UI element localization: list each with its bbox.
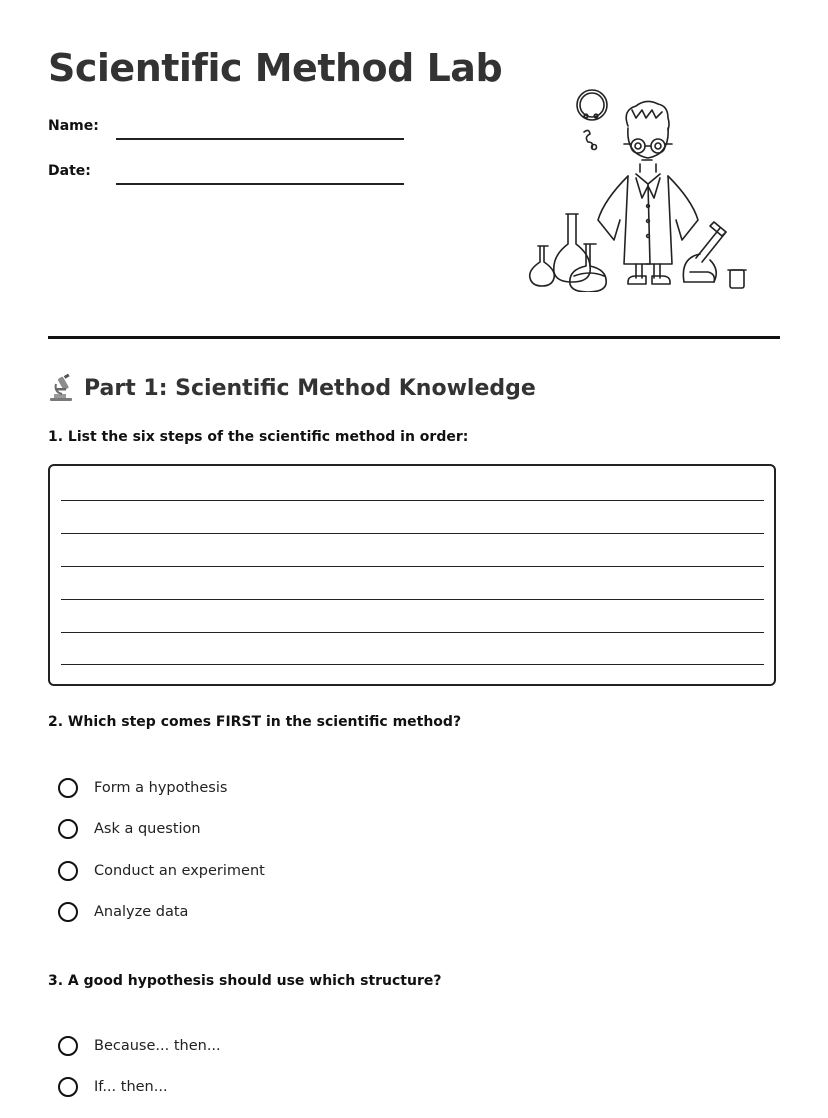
answer-line[interactable] <box>61 566 764 567</box>
radio-button[interactable] <box>58 861 78 881</box>
question-1-answer-box[interactable] <box>48 464 776 686</box>
option-label: Because... then... <box>94 1038 221 1054</box>
q2-option-ask-question[interactable] <box>58 819 201 839</box>
q2-option-form-hypothesis[interactable] <box>58 778 227 798</box>
radio-button[interactable] <box>58 902 78 922</box>
question-1: 1. List the six steps of the scientific method in order: <box>48 429 469 445</box>
q3-option-if-then[interactable] <box>58 1077 168 1097</box>
scientist-illustration <box>524 86 756 292</box>
name-label: Name: <box>48 118 99 134</box>
answer-line[interactable] <box>61 599 764 600</box>
option-label: Ask a question <box>94 821 201 837</box>
option-label: Analyze data <box>94 904 189 920</box>
radio-button[interactable] <box>58 778 78 798</box>
answer-line[interactable] <box>61 500 764 501</box>
answer-line[interactable] <box>61 664 764 665</box>
part1-heading <box>48 374 536 402</box>
date-field <box>48 163 404 179</box>
name-field <box>48 118 404 134</box>
question-3: 3. A good hypothesis should use which structure? <box>48 973 442 989</box>
answer-line[interactable] <box>61 632 764 633</box>
option-label: Form a hypothesis <box>94 780 228 796</box>
q2-option-conduct-experiment[interactable] <box>58 861 265 881</box>
radio-button[interactable] <box>58 819 78 839</box>
q3-option-because-then[interactable] <box>58 1036 221 1056</box>
microscope-icon <box>48 374 74 402</box>
radio-button[interactable] <box>58 1036 78 1056</box>
option-label: Conduct an experiment <box>94 863 265 879</box>
section-divider <box>48 336 780 339</box>
answer-line[interactable] <box>61 533 764 534</box>
radio-button[interactable] <box>58 1077 78 1097</box>
option-label: If... then... <box>94 1079 168 1095</box>
part1-heading-text: Part 1: Scientific Method Knowledge <box>84 375 536 401</box>
date-label: Date: <box>48 163 91 179</box>
q2-option-analyze-data[interactable] <box>58 902 188 922</box>
name-input-line[interactable] <box>116 137 404 140</box>
date-input-line[interactable] <box>116 182 404 185</box>
question-2: 2. Which step comes FIRST in the scientific method? <box>48 714 462 730</box>
page-title: Scientific Method Lab <box>48 46 503 90</box>
